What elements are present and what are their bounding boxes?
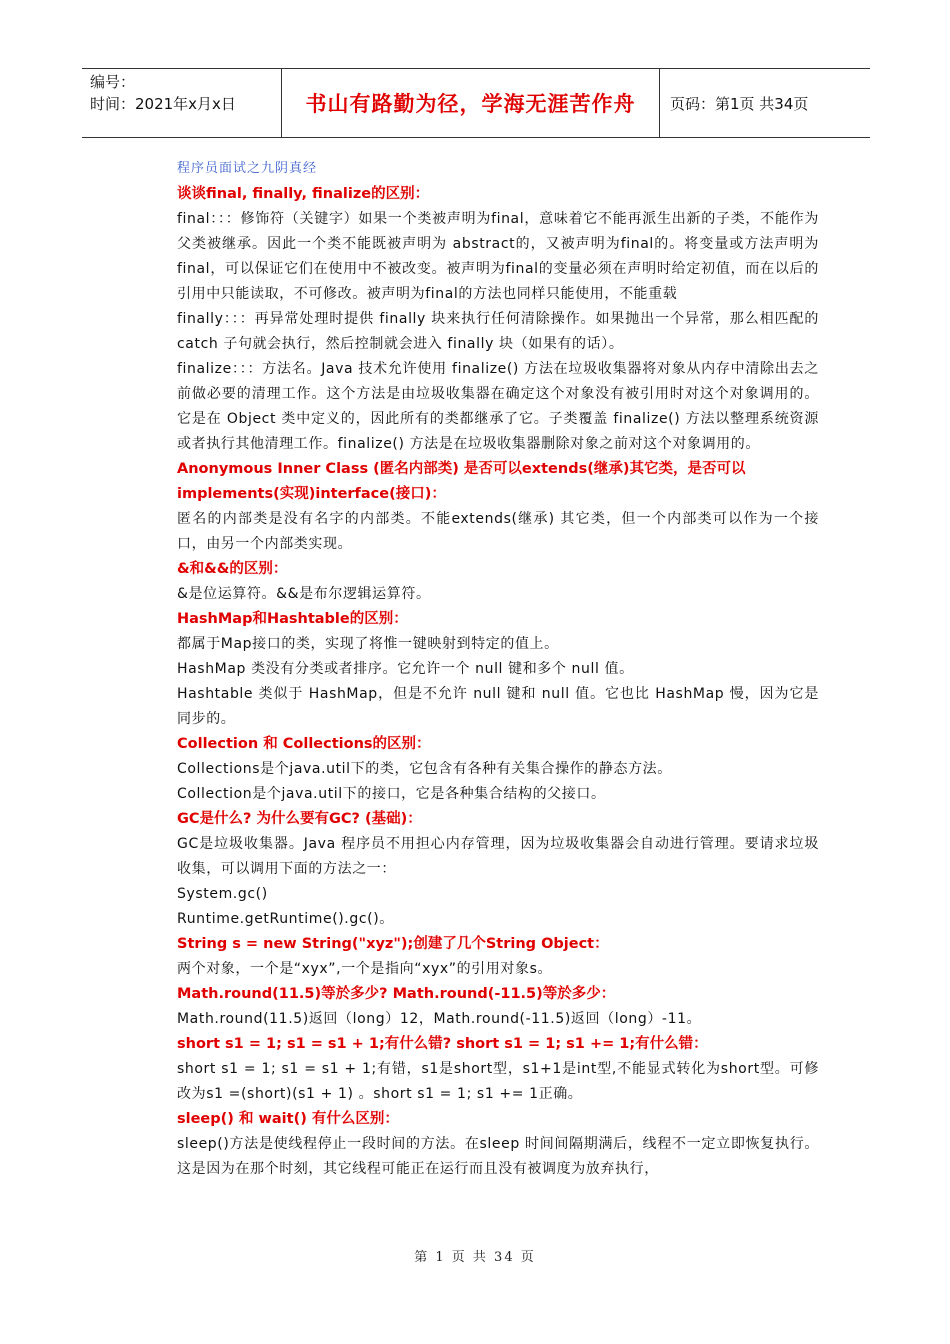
answer-paragraph: finalize：：：方法名。Java 技术允许使用 finalize() 方法在垃圾收集器将对象从内存中清除出去之前做必要的清理工作。这个方法是由垃圾收集器在确定这个对象没有被引用时对这个对象调用的。它是在 Object 类中定义的，因此所有的类都继承了它。子类覆盖 finalize() 方法以整理系统资源或者执行其他清理工作。finalize() 方法是在垃圾收集器删除对象之前对这个对象调用的。 [177,361,819,452]
answer-paragraph: GC是垃圾收集器。Java 程序员不用担心内存管理，因为垃圾收集器会自动进行管理。要请求垃圾收集，可以调用下面的方法之一： [177,836,819,877]
answer-paragraph: HashMap 类没有分类或者排序。它允许一个 null 键和多个 null 值。 [177,661,634,677]
section-hashmap-hashtable [177,607,819,732]
page-footer: 第 1 页 共 34 页 [414,1250,536,1265]
section-and-operators [177,557,819,607]
question-heading: &和&&的区别： [177,561,288,577]
answer-paragraph: 两个对象，一个是“xyx”,一个是指向“xyx”的引用对象s。 [177,961,553,977]
question-heading: Anonymous Inner Class (匿名内部类) 是否可以extends(继承)其它类，是否可以implements(实现)interface(接口)： [177,461,746,502]
answer-paragraph: Collection是个java.util下的接口，它是各种集合结构的父接口。 [177,786,606,802]
answer-paragraph: System.gc() [177,886,268,902]
question-heading: Collection 和 Collections的区别： [177,736,431,752]
question-heading: Math.round(11.5)等於多少? Math.round(-11.5)等於多少： [177,986,616,1002]
question-heading: String s = new String("xyz");创建了几个String Object： [177,936,609,952]
document-subtitle: 程序员面试之九阴真经 [177,161,318,176]
section-short-cast [177,1032,819,1107]
question-heading: sleep() 和 wait() 有什么区别： [177,1111,399,1127]
answer-paragraph: sleep()方法是使线程停止一段时间的方法。在sleep 时间间隔期满后，线程不一定立即恢复执行。这是因为在那个时刻，其它线程可能正在运行而且没有被调度为放弃执行， [177,1136,819,1177]
answer-paragraph: 都属于Map接口的类，实现了将惟一键映射到特定的值上。 [177,636,559,652]
answer-paragraph: finally：：：再异常处理时提供 finally 块来执行任何清除操作。如果抛出一个异常，那么相匹配的 catch 子句就会执行，然后控制就会进入 finally 块（如果有的话）。 [177,311,819,352]
question-heading: short s1 = 1; s1 = s1 + 1;有什么错? short s1 = 1; s1 += 1;有什么错： [177,1036,708,1052]
answer-paragraph: Collections是个java.util下的类，它包含有各种有关集合操作的静态方法。 [177,761,672,777]
answer-paragraph: Math.round(11.5)返回（long）12，Math.round(-11.5)返回（long）-11。 [177,1011,702,1027]
header-page-info: 页码：第1页 共34页 [670,94,809,113]
header-meta [82,69,282,137]
question-heading: GC是什么? 为什么要有GC? (基础)： [177,811,422,827]
header-motto: 书山有路勤为径，学海无涯苦作舟 [282,69,660,137]
section-math-round [177,982,819,1032]
answer-paragraph: &是位运算符。&&是布尔逻辑运算符。 [177,586,431,602]
answer-paragraph: Runtime.getRuntime().gc()。 [177,911,394,927]
answer-paragraph: short s1 = 1; s1 = s1 + 1;有错，s1是short型，s1+1是int型,不能显式转化为short型。可修改为s1 =(short)(s1 + 1) 。short s1 = 1; s1 += 1正确。 [177,1061,819,1102]
question-heading: HashMap和Hashtable的区别： [177,611,408,627]
answer-paragraph: final：：：修饰符（关键字）如果一个类被声明为final，意味着它不能再派生出新的子类，不能作为父类被继承。因此一个类不能既被声明为 abstract的，又被声明为final的。将变量或方法声明为final，可以保证它们在使用中不被改变。被声明为final的变量必须在声明时给定初值，而在以后的引用中只能读取，不可修改。被声明为final的方法也同样只能使用，不能重载 [177,211,819,302]
section-collection-collections [177,732,819,807]
section-anonymous-inner-class [177,457,819,557]
section-final [177,182,819,457]
number-label: 编号： [90,73,136,91]
question-heading: 谈谈final, finally, finalize的区别： [177,186,430,202]
section-string-object [177,932,819,982]
answer-paragraph: 匿名的内部类是没有名字的内部类。不能extends(继承) 其它类，但一个内部类可以作为一个接口，由另一个内部类实现。 [177,511,819,552]
header-table [82,68,870,138]
section-sleep-wait [177,1107,819,1182]
section-gc [177,807,819,932]
document-body [177,156,819,1182]
time-label: 时间：2021年x月x日 [90,95,236,113]
answer-paragraph: Hashtable 类似于 HashMap，但是不允许 null 键和 null 值。它也比 HashMap 慢，因为它是同步的。 [177,686,819,727]
